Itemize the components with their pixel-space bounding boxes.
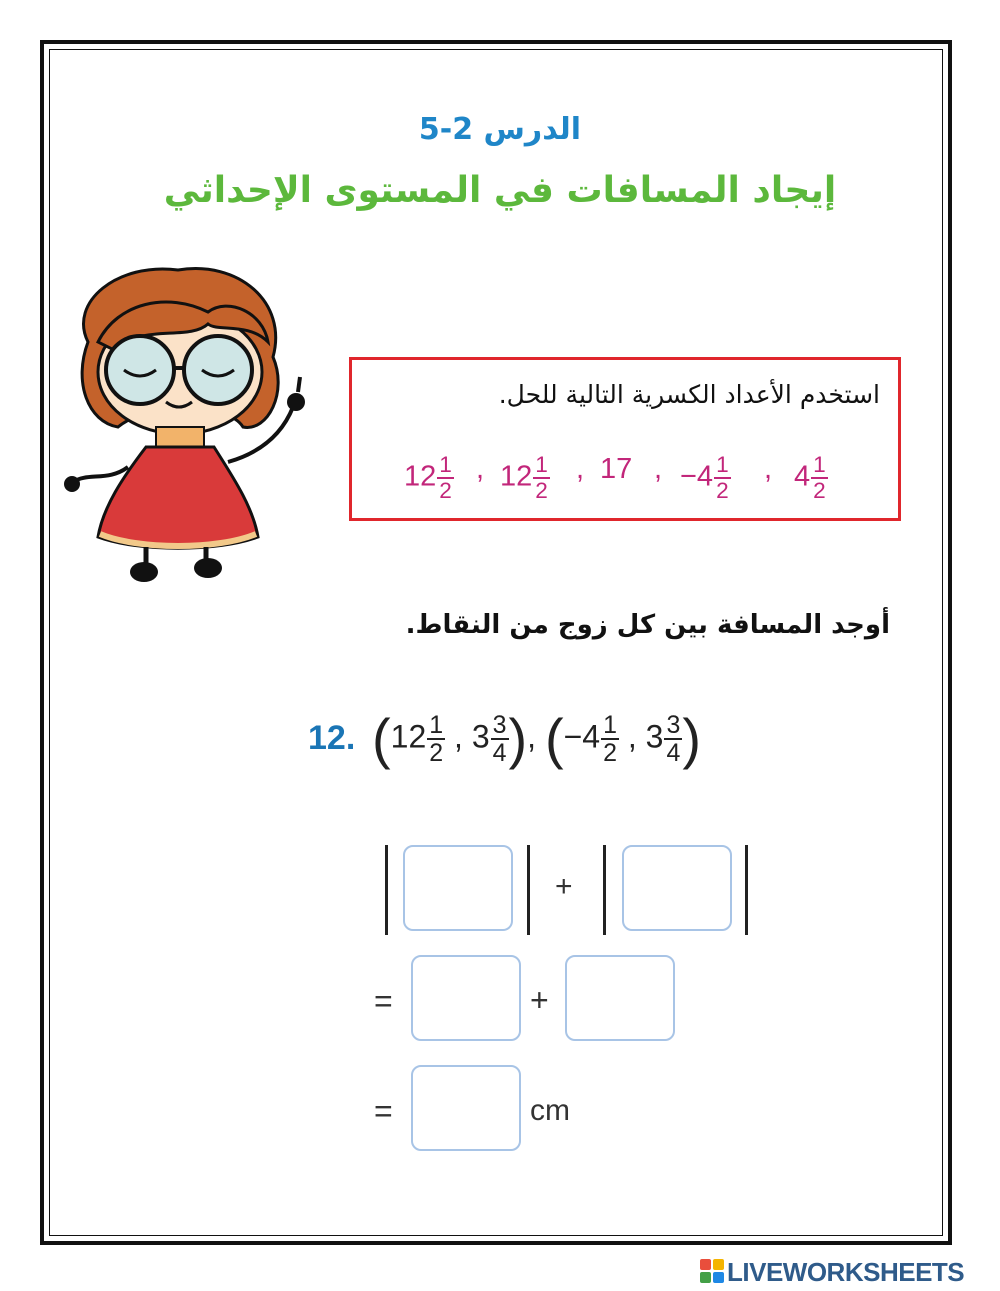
worksheet-inner-border [49, 49, 943, 1236]
answer-box-3[interactable] [411, 955, 521, 1041]
lesson-number: الدرس 2-5 [418, 112, 582, 147]
equals-sign: = [374, 983, 393, 1019]
girl-left-shoe [130, 562, 158, 582]
answer-box-4[interactable] [565, 955, 675, 1041]
problem-number: 12. [308, 719, 356, 757]
answer-box-5[interactable] [411, 1065, 521, 1151]
hint-text: استخدم الأعداد الكسرية التالية للحل. [498, 380, 880, 409]
number-2: 12 $\frac{1}{2}$ [500, 452, 548, 503]
number-5: 4 $\frac{1}{2}$ [794, 452, 826, 503]
separator: , [764, 453, 773, 485]
number-4: −4 $\frac{1}{2}$ [680, 452, 729, 503]
plus-sign: + [555, 870, 573, 903]
separator: , [476, 453, 485, 485]
equals-sign: = [374, 1093, 393, 1129]
glasses-left-lens [106, 336, 174, 404]
girl-right-shoe [194, 558, 222, 578]
problem-12 [308, 705, 728, 775]
abs-bar-left-2 [603, 845, 606, 935]
instruction-text: أوجد المسافة بين كل زوج من النقاط. [405, 610, 890, 640]
glasses-right-lens [184, 336, 252, 404]
plus-sign: + [530, 982, 549, 1018]
unit-label: cm [530, 1094, 570, 1127]
brand-name: LIVEWORKSHEETS [727, 1257, 965, 1287]
number-1: 12 $\frac{1}{2}$ [404, 452, 452, 503]
separator: , [576, 453, 585, 485]
liveworksheets-logo-icon [700, 1259, 724, 1283]
abs-bar-right-2 [745, 845, 748, 935]
mixed-numbers-list [404, 445, 844, 505]
separator: , [654, 453, 663, 485]
answer-box-1[interactable] [403, 845, 513, 931]
point-pair: (12 $\frac{1}{2}$ , 3 $\frac{3}{4}$ ), (−4 $\frac{1}{2}$ , 3 $\frac{3}{4}$ ) [372, 707, 701, 770]
answer-box-2[interactable] [622, 845, 732, 931]
abs-bar-right-1 [527, 845, 530, 935]
girl-illustration [58, 262, 328, 592]
hint-box [349, 357, 901, 521]
liveworksheets-brand [700, 1257, 996, 1287]
abs-bar-left-1 [385, 845, 388, 935]
lesson-title: إيجاد المسافات في المستوى الإحداثي [163, 170, 837, 211]
number-3: 17 [600, 453, 633, 485]
girl-left-arm [73, 467, 128, 482]
